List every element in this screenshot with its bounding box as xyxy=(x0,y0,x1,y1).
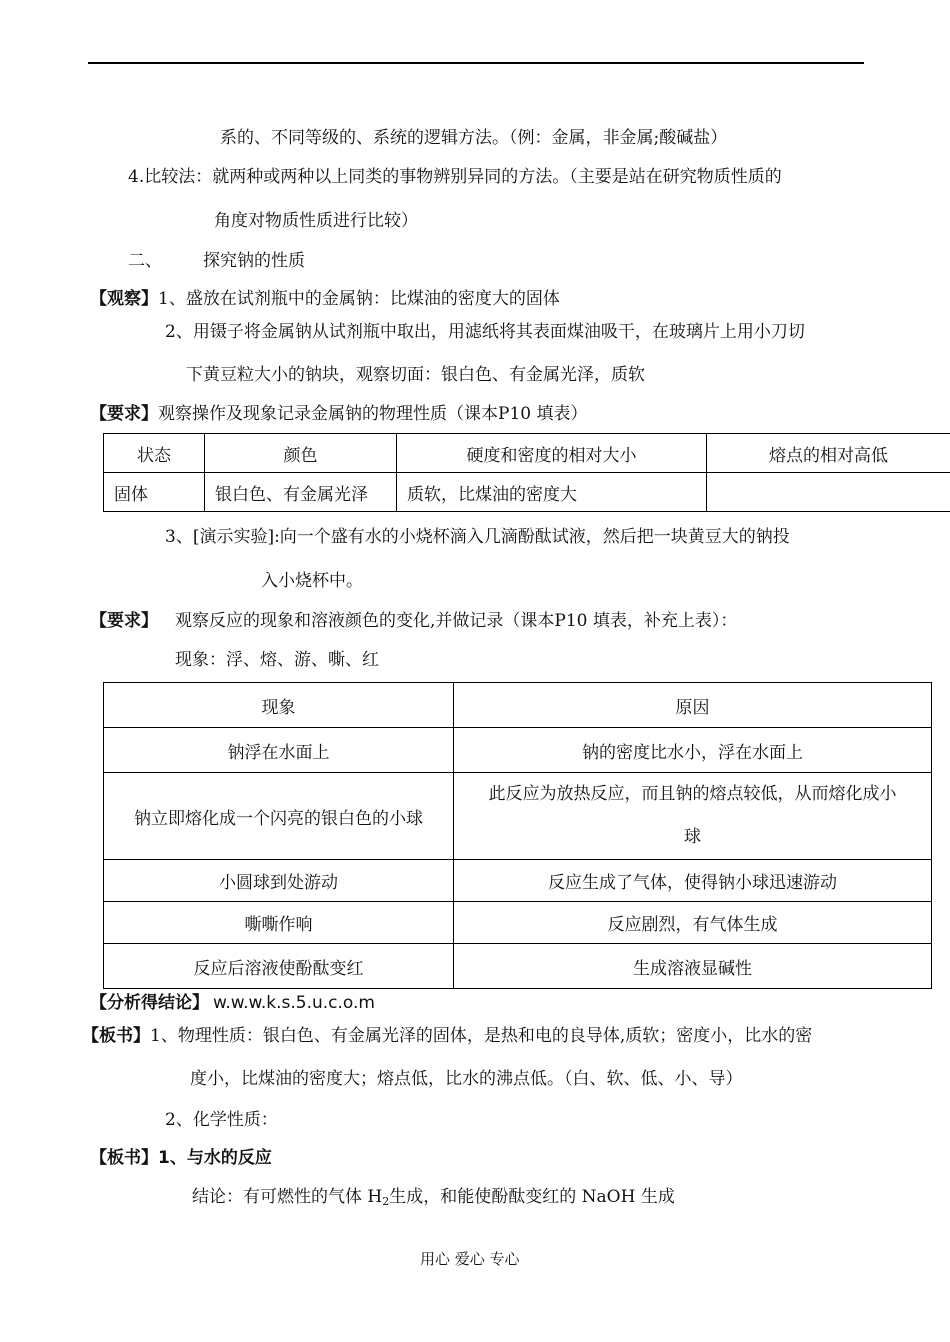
text-line: 度小，比煤油的密度大；熔点低，比水的沸点低。（白、软、低、小、导） xyxy=(190,1069,743,1089)
tag-conclusion: 【分析得结论】 xyxy=(90,993,209,1013)
text-line: 观察操作及现象记录金属钠的物理性质（课本P10 填表） xyxy=(158,404,588,424)
table-cell: 生成溶液显碱性 xyxy=(454,944,932,989)
table-header-cell: 熔点的相对高低 xyxy=(707,434,950,473)
section-number: 二、 xyxy=(128,251,162,271)
table-cell: 反应剧烈，有气体生成 xyxy=(454,902,932,944)
subsection-title: 1、与水的反应 xyxy=(158,1148,272,1168)
text-line: 1、物理性质：银白色、有金属光泽的固体，是热和电的良导体,质软；密度小，比水的密 xyxy=(150,1026,813,1046)
text-line: 观察反应的现象和溶液颜色的变化,并做记录（课本P10 填表，补充上表）： xyxy=(175,611,738,631)
table-cell: 小圆球到处游动 xyxy=(104,860,454,902)
table-row xyxy=(104,860,932,902)
table-row xyxy=(104,473,950,512)
tag-board: 【板书】 xyxy=(82,1026,150,1046)
page-footer: 用心 爱心 专心 xyxy=(420,1250,520,1268)
table-header-cell: 现象 xyxy=(104,683,454,728)
text-line: 1、盛放在试剂瓶中的金属钠：比煤油的密度大的固体 xyxy=(158,289,560,309)
table-cell: 银白色、有金属光泽 xyxy=(205,473,397,512)
phenomena-table xyxy=(103,682,932,989)
table-cell: 钠浮在水面上 xyxy=(104,728,454,773)
header-rule xyxy=(88,62,864,64)
properties-table xyxy=(103,433,950,512)
tag-require: 【要求】 xyxy=(90,611,158,631)
conclusion-line xyxy=(192,1185,675,1214)
table-header-row xyxy=(104,434,950,473)
text-line: 2、化学性质： xyxy=(165,1110,278,1130)
section-title: 探究钠的性质 xyxy=(203,251,305,271)
text-line: 3、[演示实验]:向一个盛有水的小烧杯滴入几滴酚酞试液，然后把一块黄豆大的钠投 xyxy=(165,527,790,547)
text-line: 2、用镊子将金属钠从试剂瓶中取出，用滤纸将其表面煤油吸干，在玻璃片上用小刀切 xyxy=(165,322,805,342)
tag-board: 【板书】 xyxy=(90,1148,158,1168)
table-header-cell: 颜色 xyxy=(205,434,397,473)
text-line: 4.比较法：就两种或两种以上同类的事物辨别异同的方法。（主要是站在研究物质性质的 xyxy=(128,167,782,187)
table-cell: 反应生成了气体，使得钠小球迅速游动 xyxy=(454,860,932,902)
table-header-cell: 状态 xyxy=(104,434,205,473)
conclusion-post: 生成，和能使酚酞变红的 NaOH 生成 xyxy=(389,1187,675,1207)
tag-observe: 【观察】 xyxy=(90,289,158,309)
text-line: 入小烧杯中。 xyxy=(261,571,363,591)
table-header-row xyxy=(104,683,932,728)
table-row xyxy=(104,728,932,773)
table-header-cell: 原因 xyxy=(454,683,932,728)
table-cell xyxy=(454,773,932,860)
table-cell: 固体 xyxy=(104,473,205,512)
text-line: 系的、不同等级的、系统的逻辑方法。（例：金属，非金属;酸碱盐） xyxy=(220,128,728,148)
tag-require: 【要求】 xyxy=(90,404,158,424)
table-cell: 反应后溶液使酚酞变红 xyxy=(104,944,454,989)
table-cell: 嘶嘶作响 xyxy=(104,902,454,944)
table-cell xyxy=(707,473,950,512)
cell-line: 此反应为放热反应，而且钠的熔点较低，从而熔化成小 xyxy=(488,784,897,804)
table-header-cell: 硬度和密度的相对大小 xyxy=(397,434,707,473)
text-line: 现象：浮、熔、游、嘶、红 xyxy=(175,650,379,670)
conclusion-pre: 结论：有可燃性的气体 H xyxy=(192,1187,383,1207)
text-line: 下黄豆粒大小的钠块，观察切面：银白色、有金属光泽，质软 xyxy=(186,365,645,385)
table-row xyxy=(104,902,932,944)
table-cell: 钠立即熔化成一个闪亮的银白色的小球 xyxy=(104,773,454,860)
table-cell: 钠的密度比水小，浮在水面上 xyxy=(454,728,932,773)
subscript: 2 xyxy=(382,1195,390,1208)
table-row xyxy=(104,944,932,989)
conclusion-url: w.w.w.k.s.5.u.c.o.m xyxy=(213,993,375,1013)
cell-line: 球 xyxy=(684,827,701,847)
table-row xyxy=(104,773,932,860)
text-line: 角度对物质性质进行比较） xyxy=(214,211,418,231)
table-cell: 质软，比煤油的密度大 xyxy=(397,473,707,512)
